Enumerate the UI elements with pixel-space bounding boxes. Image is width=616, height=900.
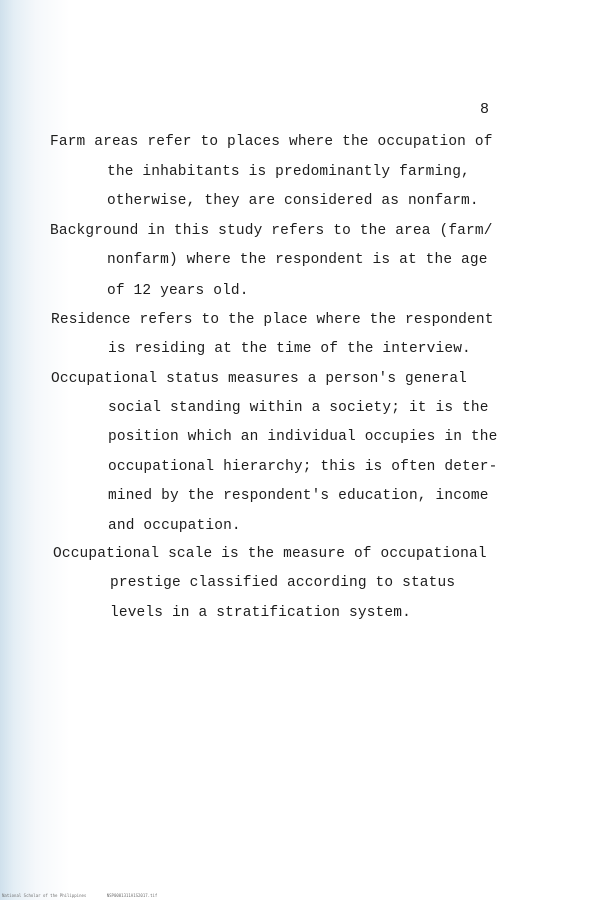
occupational-status-line-5: mined by the respondent's education, income: [108, 488, 489, 504]
occupational-status-line-6: and occupation.: [108, 518, 241, 534]
farm-areas-line-1: Farm areas refer to places where the occupation of: [50, 134, 493, 150]
residence-line-2: is residing at the time of the interview.: [108, 341, 471, 357]
occupational-scale-line-1: Occupational scale is the measure of occupational: [53, 546, 487, 562]
background-line-2: nonfarm) where the respondent is at the age: [107, 252, 488, 268]
occupational-status-line-1: Occupational status measures a person's general: [51, 371, 468, 387]
page-number: 8: [480, 101, 490, 118]
scan-footer: [2, 893, 157, 898]
occupational-scale-line-3: levels in a stratification system.: [110, 605, 411, 621]
farm-areas-line-2: the inhabitants is predominantly farming,: [107, 164, 470, 180]
background-line-3: of 12 years old.: [107, 283, 249, 299]
occupational-status-line-4: occupational hierarchy; this is often deter-: [108, 459, 498, 475]
footer-institution: National Scholar of the Philippines: [2, 893, 87, 898]
occupational-status-line-2: social standing within a society; it is the: [108, 400, 489, 416]
residence-line-1: Residence refers to the place where the respondent: [51, 312, 494, 328]
occupational-scale-line-2: prestige classified according to status: [110, 575, 456, 591]
farm-areas-line-3: otherwise, they are considered as nonfarm.: [107, 193, 479, 209]
footer-scan-code: NSP0001311A1S2017.tif: [106, 893, 158, 898]
occupational-status-line-3: position which an individual occupies in the: [108, 429, 498, 445]
background-line-1: Background in this study refers to the area (farm/: [50, 223, 493, 239]
